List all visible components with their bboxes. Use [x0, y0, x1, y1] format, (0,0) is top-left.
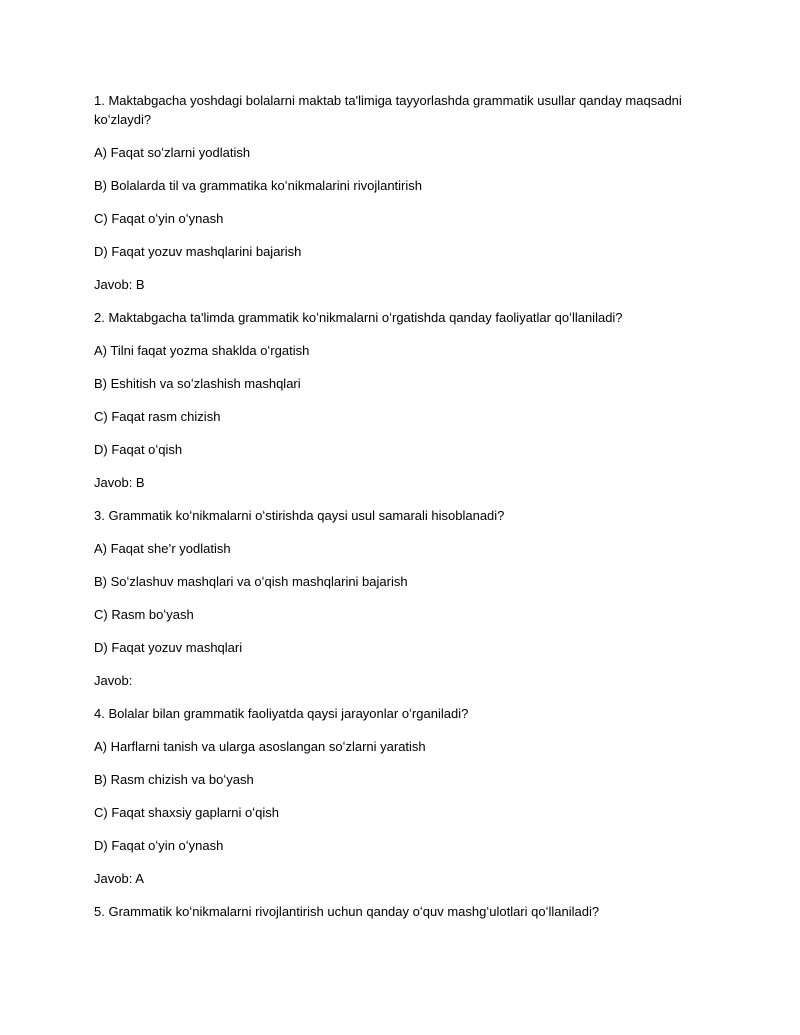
answer-option-c: C) Rasm boʻyash [94, 607, 194, 622]
answer-key: Javob: B [94, 475, 145, 490]
answer-key: Javob: B [94, 277, 145, 292]
answer-option-d: D) Faqat yozuv mashqlarini bajarish [94, 244, 302, 259]
answer-option-b: B) Eshitish va soʻzlashish mashqlari [94, 376, 301, 391]
question-text: 3. Grammatik koʻnikmalarni oʻstirishda qaysi usul samarali hisoblanadi? [94, 508, 505, 523]
question-block-2 [94, 308, 714, 492]
answer-option-a: A) Faqat soʻzlarni yodlatish [94, 145, 251, 160]
answer-option-d: D) Faqat oʻyin oʻynash [94, 838, 224, 853]
answer-option-a: A) Tilni faqat yozma shaklda oʻrgatish [94, 343, 310, 358]
answer-option-c: C) Faqat oʻyin oʻynash [94, 211, 224, 226]
answer-option-a: A) Harflarni tanish va ularga asoslangan soʻzlarni yaratish [94, 739, 426, 754]
question-text: 4. Bolalar bilan grammatik faoliyatda qaysi jarayonlar oʻrganiladi? [94, 706, 469, 721]
answer-option-d: D) Faqat yozuv mashqlari [94, 640, 243, 655]
answer-option-b: B) Bolalarda til va grammatika koʻnikmalarini rivojlantirish [94, 178, 423, 193]
answer-option-b: B) Rasm chizish va boʻyash [94, 772, 254, 787]
answer-option-d: D) Faqat oʻqish [94, 442, 183, 457]
document-page [94, 91, 714, 935]
question-block-1 [94, 91, 714, 294]
question-block-3 [94, 506, 714, 690]
question-text: 1. Maktabgacha yoshdagi bolalarni maktab ta'limiga tayyorlashda grammatik usullar qanday maqsadni koʻzlaydi? [94, 93, 682, 127]
answer-option-b: B) Soʻzlashuv mashqlari va oʻqish mashqlarini bajarish [94, 574, 408, 589]
question-text: 5. Grammatik koʻnikmalarni rivojlantirish uchun qanday oʻquv mashgʻulotlari qoʻllaniladi? [94, 904, 600, 919]
answer-option-a: A) Faqat she’r yodlatish [94, 541, 231, 556]
answer-option-c: C) Faqat shaxsiy gaplarni oʻqish [94, 805, 279, 820]
question-text: 2. Maktabgacha ta'limda grammatik koʻnikmalarni oʻrgatishda qanday faoliyatlar qoʻllaniladi? [94, 310, 623, 325]
answer-key: Javob: [94, 673, 133, 688]
question-block-4 [94, 704, 714, 888]
question-block-5 [94, 902, 714, 921]
answer-key: Javob: A [94, 871, 144, 886]
answer-option-c: C) Faqat rasm chizish [94, 409, 221, 424]
